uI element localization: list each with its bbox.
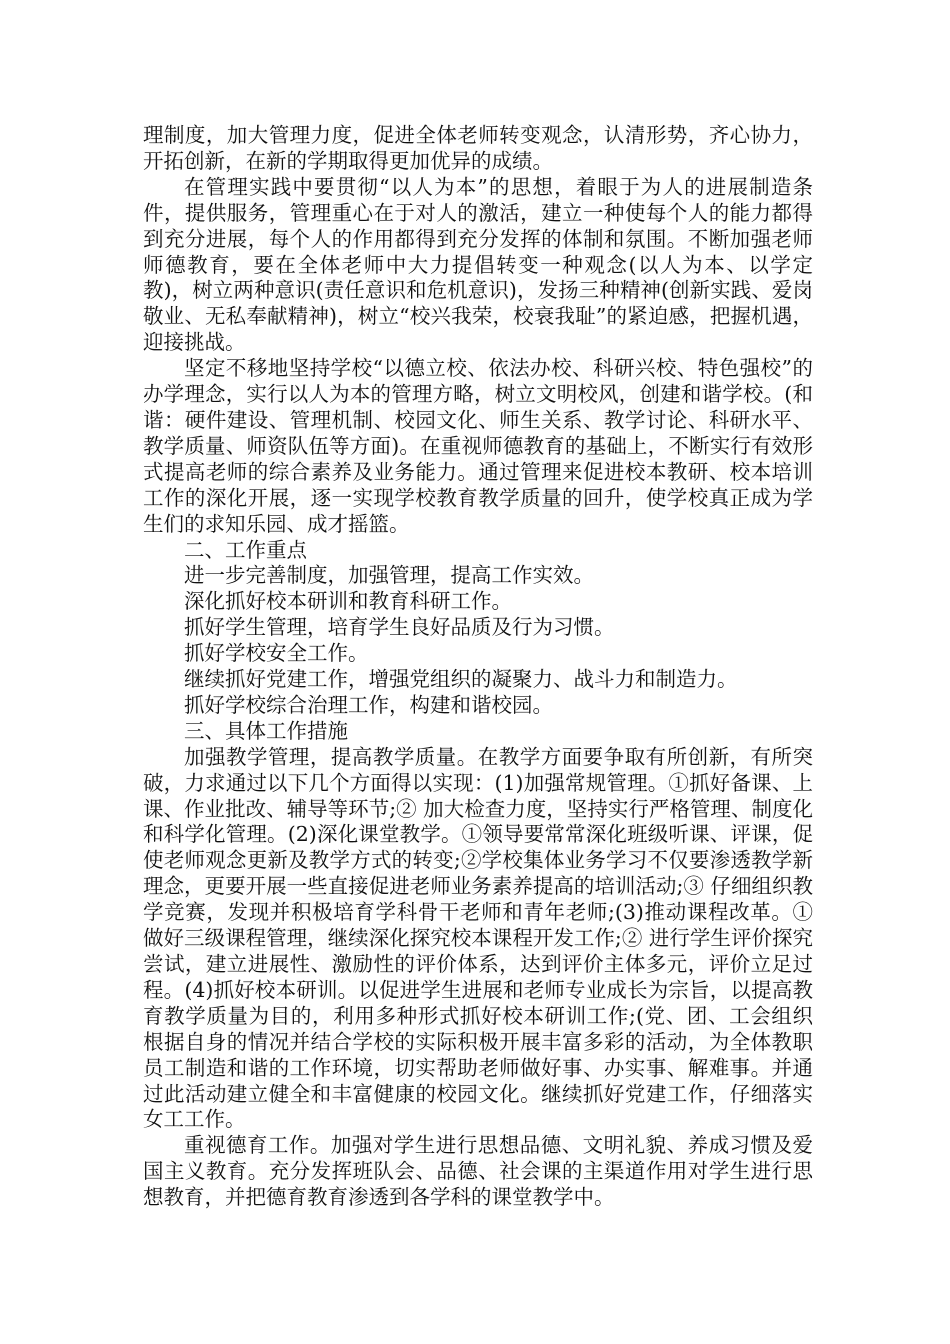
- list-item: 抓好学校综合治理工作，构建和谐校园。: [184, 692, 553, 717]
- section-heading-measures: 三、具体工作措施: [184, 718, 348, 743]
- list-item: 抓好学校安全工作。: [184, 641, 369, 666]
- paragraph-moral-education: 重视德育工作。加强对学生进行思想品德、文明礼貌、养成习惯及爱国主义教育。充分发挥班队会、品德、社会课的主渠道作用对学生进行思想教育，并把德育教育渗透到各学科的课堂教学中。: [143, 1133, 813, 1210]
- section-heading-work-focus: 二、工作重点: [184, 537, 307, 562]
- paragraph-school-philosophy: 坚定不移地坚持学校“以德立校、依法办校、科研兴校、特色强校”的办学理念，实行以人为本的管理方略，树立文明校风，创建和谐学校。(和谐：硬件建设、管理机制、校园文化、师生关系、教学讨论、科研水平、教学质量、师资队伍等方面)。在重视师德教育的基础上，不断实行有效形式提高老师的综合素养及业务能力。通过管理来促进校本教研、校本培训工作的深化开展，逐一实现学校教育教学质量的回升，使学校真正成为学生们的求知乐园、成才摇篮。: [143, 356, 813, 536]
- list-item: 进一步完善制度，加强管理，提高工作实效。: [184, 563, 594, 588]
- list-item: 抓好学生管理，培育学生良好品质及行为习惯。: [184, 615, 615, 640]
- paragraph-people-oriented: 在管理实践中要贯彻“以人为本”的思想，着眼于为人的进展制造条件，提供服务，管理重心在于对人的激活，建立一种使每个人的能力都得到充分进展，每个人的作用都得到充分发挥的体制和氛围。不断加强老师师德教育，要在全体老师中大力提倡转变一种观念(以人为本、以学定教)，树立两种意识(责任意识和危机意识)，发扬三种精神(创新实践、爱岗敬业、无私奉献精神)，树立“校兴我荣，校衰我耻”的紧迫感，把握机遇，迎接挑战。: [143, 174, 813, 355]
- list-item: 继续抓好党建工作，增强党组织的凝聚力、战斗力和制造力。: [184, 667, 738, 692]
- paragraph-teaching-management: 加强教学管理，提高教学质量。在教学方面要争取有所创新，有所突破，力求通过以下几个方面得以实现：(1)加强常规管理。①抓好备课、上课、作业批改、辅导等环节;② 加大检查力度，坚持实行严格管理、制度化和科学化管理。(2)深化课堂教学。①领导要常常深化班级听课、评课，促使老师观念更新及教学方式的转变;②学校集体业务学习不仅要渗透教学新理念，更要开展一些直接促进老师业务素养提高的培训活动;③ 仔细组织教学竞赛，发现并积极培育学科骨干老师和青年老师;(3)推动课程改革。①做好三级课程管理，继续深化探究校本课程开发工作;② 进行学生评价探究尝试，建立进展性、激励性的评价体系，达到评价主体多元，评价立足过程。(4)抓好校本研训。以促进学生进展和老师专业成长为宗旨，以提高教育教学质量为目的，利用多种形式抓好校本研训工作;(党、团、工会组织根据自身的情况并结合学校的实际积极开展丰富多彩的活动，为全体教职员工制造和谐的工作环境，切实帮助老师做好事、办实事、解难事。并通过此活动建立健全和丰富健康的校园文化。继续抓好党建工作，仔细落实女工工作。: [143, 744, 813, 1132]
- list-item: 深化抓好校本研训和教育科研工作。: [184, 589, 512, 614]
- document-body: [143, 123, 813, 1211]
- paragraph-intro-continued: 理制度，加大管理力度，促进全体老师转变观念，认清形势，齐心协力，开拓创新，在新的学期取得更加优异的成绩。: [143, 123, 813, 173]
